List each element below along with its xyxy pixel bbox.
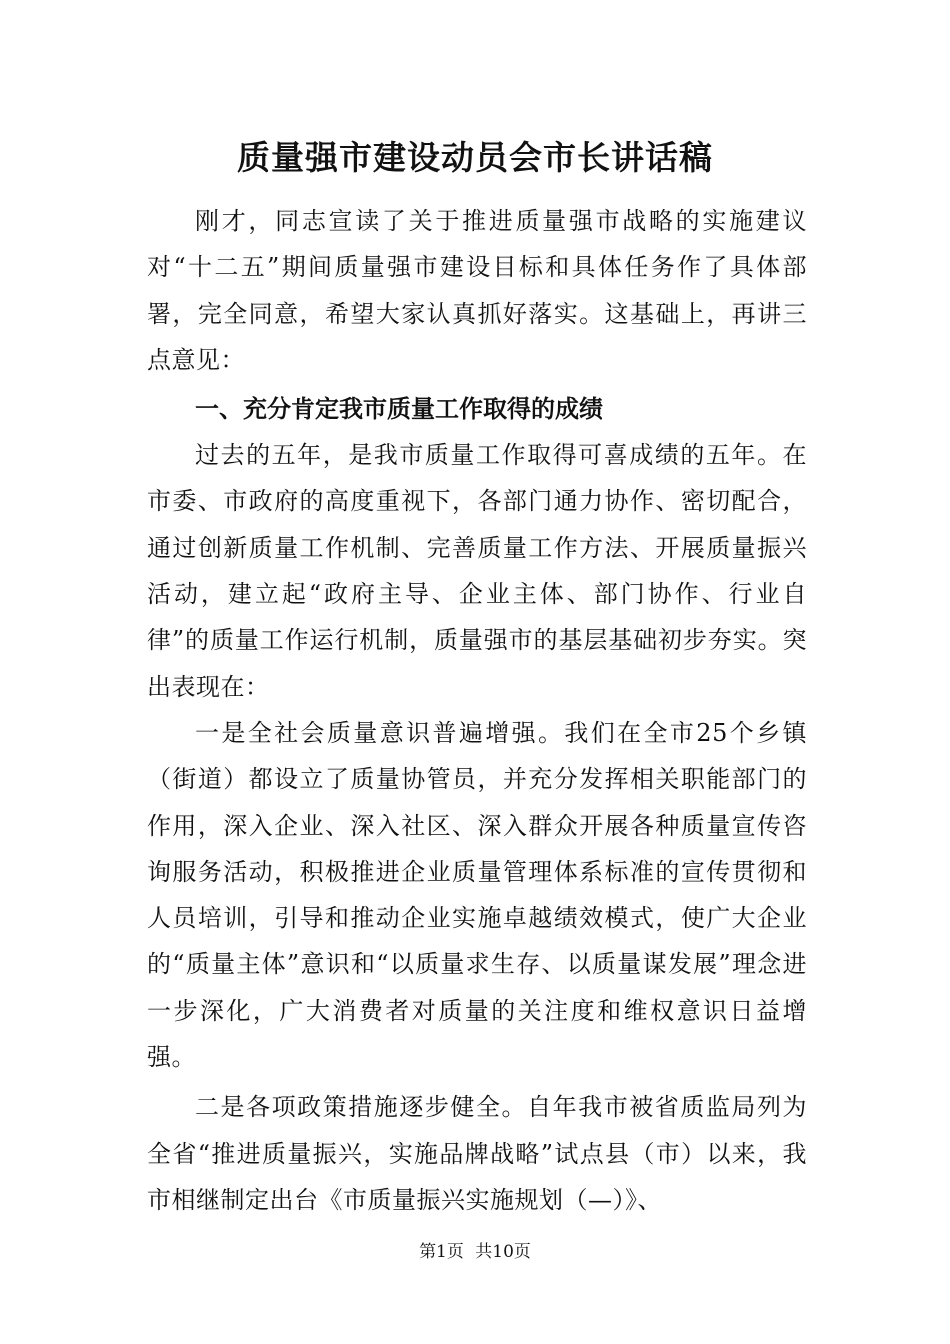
paragraph-point-one: 一是全社会质量意识普遍增强。我们在全市25个乡镇（街道）都设立了质量协管员，并充分发挥相关职能部门的作用，深入企业、深入社区、深入群众开展各种质量宣传咨询服务活动，积极推进企业质量管理体系标准的宣传贯彻和人员培训，引导和推动企业实施卓越绩效模式，使广大企业的“质量主体”意识和“以质量求生存、以质量谋发展”理念进一步深化，广大消费者对质量的关注度和维权意识日益增强。 — [147, 718, 807, 1072]
paragraph-intro: 刚才，同志宣读了关于推进质量强市战略的实施建议对“十二五”期间质量强市建设目标和具体任务作了具体部署，完全同意，希望大家认真抓好落实。这基础上，再讲三点意见： — [147, 207, 807, 374]
document-body — [147, 198, 807, 1223]
document-title: 质量强市建设动员会市长讲话稿 — [237, 138, 713, 177]
paragraph-point-two: 二是各项政策措施逐步健全。自年我市被省质监局列为全省“推进质量振兴，实施品牌战略”试点县（市）以来，我市相继制定出台《市质量振兴实施规划（—）》、 — [147, 1093, 807, 1214]
page-number-footer: 第1页 共10页 — [419, 1242, 531, 1262]
paragraph-achievements: 过去的五年，是我市质量工作取得可喜成绩的五年。在市委、市政府的高度重视下，各部门通力协作、密切配合，通过创新质量工作机制、完善质量工作方法、开展质量振兴活动，建立起“政府主导、企业主体、部门协作、行业自律”的质量工作运行机制，质量强市的基层基础初步夯实。突出表现在： — [147, 441, 807, 701]
section-heading: 一、充分肯定我市质量工作取得的成绩 — [195, 395, 603, 424]
